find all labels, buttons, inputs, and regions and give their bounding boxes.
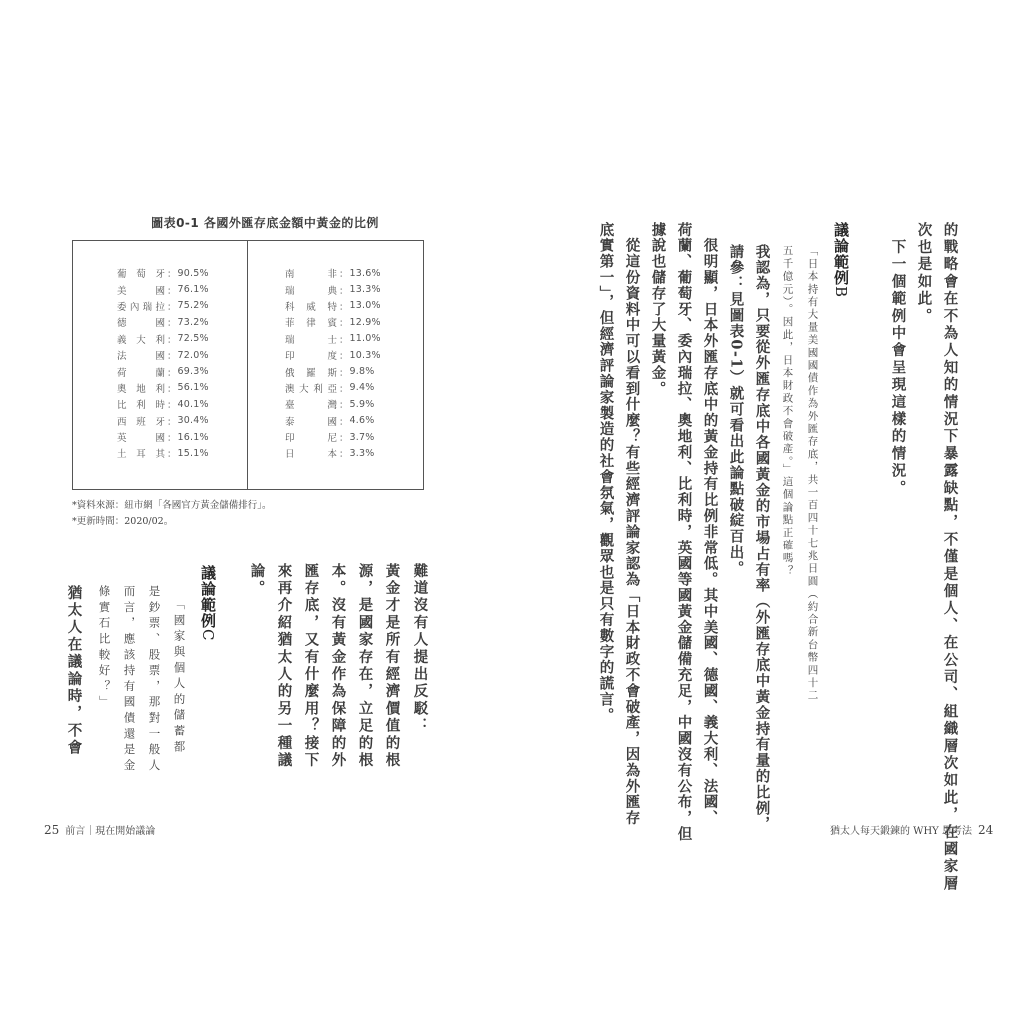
table-row: 俄羅斯 ： 9.8% [285, 366, 375, 379]
body-text-column: 荷蘭、葡萄牙、委內瑞拉、奧地利、比利時，英國等國黃金儲備充足，中國沒有公布，但 [675, 222, 693, 843]
body-text-column: 很明顯，日本外匯存底中的黃金持有比例非常低。其中美國、德國、義大利、法國、 [701, 222, 719, 827]
country-name: 美國 [117, 285, 165, 297]
table-row: 土耳其 ： 15.1% [117, 447, 209, 461]
body-text-column: 匯存底，又有什麼用？接下 [302, 563, 320, 770]
quote-column: 條實石比較好？」 [97, 585, 112, 712]
gold-percent: 3.3% [349, 447, 375, 459]
country-name: 西班牙 [117, 416, 165, 428]
country-name: 澳大利亞 [285, 383, 337, 395]
table-row: 荷蘭 ： 69.3% [117, 366, 209, 379]
country-name: 日本 [285, 449, 337, 461]
table-row: 印尼 ： 3.7% [285, 431, 375, 445]
gold-percent: 69.3% [177, 366, 209, 378]
gold-percent: 11.0% [349, 333, 381, 345]
country-name: 德國 [117, 318, 165, 330]
update-note: *更新時間：2020/02。 [72, 516, 174, 527]
quote-column: 而言，應該持有國債還是金 [122, 585, 137, 775]
body-text-column: 據說也儲存了大量黃金。 [649, 222, 667, 397]
body-text-column: 我認為，只要從外匯存底中各國黃金的市場占有率（外匯存底中黃金持有量的比例， [753, 244, 771, 833]
running-header: 前言｜現在開始議論 [65, 826, 156, 837]
table-row: 澳大利亞 ： 9.4% [285, 382, 375, 395]
gold-ratio-table [72, 240, 424, 490]
table-row: 德國 ： 73.2% [117, 316, 209, 330]
country-name: 英國 [117, 433, 165, 445]
body-text-column: 猶太人在議論時，不會 [65, 585, 83, 757]
table-row: 比利時 ： 40.1% [117, 398, 209, 412]
gold-percent: 13.6% [349, 267, 381, 279]
table-row: 科威特 ： 13.0% [285, 300, 381, 313]
heading-letter: B [832, 286, 850, 299]
gold-percent: 40.1% [177, 398, 209, 410]
gold-percent: 5.9% [349, 398, 375, 410]
table-row: 菲律賓 ： 12.9% [285, 316, 381, 330]
right-page [512, 0, 1024, 1024]
table-row: 西班牙 ： 30.4% [117, 415, 209, 428]
quote-column: 「國家與個人的儲蓄都 [172, 598, 187, 756]
body-text-column: 的戰略會在不為人知的情況下暴露缺點，不僅是個人、在公司、組織層次如此，在國家層 [941, 222, 959, 893]
table-row: 日本 ： 3.3% [285, 447, 375, 461]
body-text-column: 次也是如此。 [915, 222, 933, 326]
gold-percent: 9.8% [349, 366, 375, 378]
table-row: 奧地利 ： 56.1% [117, 382, 209, 395]
country-name: 印尼 [285, 433, 337, 445]
left-page-folio [38, 822, 155, 837]
gold-percent: 90.5% [177, 267, 209, 279]
gold-percent: 73.2% [177, 316, 209, 328]
table-row: 印度 ： 10.3% [285, 349, 381, 363]
gold-percent: 12.9% [349, 316, 381, 328]
table-row: 瑞典 ： 13.3% [285, 284, 381, 297]
country-name: 泰國 [285, 416, 337, 428]
body-text-column: 黃金才是所有經濟價值的根 [383, 563, 401, 770]
section-heading [200, 565, 215, 641]
table-row: 義大利 ： 72.5% [117, 333, 209, 346]
gold-percent: 15.1% [177, 447, 209, 459]
country-name: 南非 [285, 269, 337, 281]
table-row: 南非 ： 13.6% [285, 267, 381, 281]
table-divider [247, 241, 248, 489]
table-row: 泰國 ： 4.6% [285, 415, 375, 428]
quote-column: 五千億元）。因此，日本財政不會破產。」這個論點正確嗎？ [781, 245, 794, 578]
country-name: 瑞典 [285, 285, 337, 297]
body-text-column: 來再介紹猶太人的另一種議 [275, 563, 293, 770]
table-row: 美國 ： 76.1% [117, 284, 209, 297]
gold-percent: 30.4% [177, 415, 209, 427]
country-name: 臺灣 [285, 400, 337, 412]
country-name: 委內瑞拉 [117, 301, 165, 313]
body-text-column: 下一個範例中會呈現這樣的情況。 [889, 222, 907, 498]
gold-percent: 75.2% [177, 300, 209, 312]
country-name: 俄羅斯 [285, 367, 337, 379]
table-right-column [285, 265, 381, 462]
body-text-column: 從這份資料中可以看到什麼？有些經濟評論家認為「日本財政不會破產，因為外匯存 [623, 222, 641, 827]
table-row: 法國 ： 72.0% [117, 349, 209, 363]
heading-letter: C [199, 629, 217, 642]
country-name: 比利時 [117, 400, 165, 412]
gold-percent: 4.6% [349, 415, 375, 427]
table-row: 委內瑞拉 ： 75.2% [117, 300, 209, 313]
table-row: 英國 ： 16.1% [117, 431, 209, 445]
gold-percent: 16.1% [177, 431, 209, 443]
source-note: *資料來源：紐市網「各國官方黃金儲備排行」。 [72, 500, 272, 511]
heading-label: 議論範例 [832, 222, 850, 286]
gold-percent: 10.3% [349, 349, 381, 361]
body-text-column: 難道沒有人提出反駁： [411, 563, 429, 735]
country-name: 荷蘭 [117, 367, 165, 379]
body-text-column: 論。 [248, 563, 266, 598]
country-name: 科威特 [285, 301, 337, 313]
body-text-column: 底實第一」，但經濟評論家製造的社會氛氣，觀眾也是只有數字的謊言。 [597, 222, 615, 724]
gold-percent: 13.0% [349, 300, 381, 312]
gold-percent: 76.1% [177, 284, 209, 296]
figure-title: 圖表0-1 各國外匯存底金額中黃金的比例 [151, 216, 379, 230]
country-name: 法國 [117, 351, 165, 363]
table-row: 瑞士 ： 11.0% [285, 333, 381, 346]
running-header: 猶太人每天鍛鍊的 WHY 思考法 [830, 826, 972, 837]
section-heading [833, 222, 848, 298]
body-text-column: 請參：見圖表0-1）就可看出此論點破綻百出。 [727, 244, 745, 577]
gold-percent: 9.4% [349, 382, 375, 394]
page-number: 25 [44, 823, 60, 837]
country-name: 印度 [285, 351, 337, 363]
heading-label: 議論範例 [199, 565, 217, 629]
country-name: 義大利 [117, 334, 165, 346]
right-page-folio [830, 822, 999, 837]
quote-column: 是鈔票、股票，那對一般人 [147, 585, 162, 775]
table-left-column [117, 265, 209, 462]
country-name: 菲律賓 [285, 318, 337, 330]
gold-percent: 72.5% [177, 333, 209, 345]
body-text-column: 本。沒有黃金作為保障的外 [329, 563, 347, 770]
country-name: 葡萄牙 [117, 269, 165, 281]
country-name: 瑞士 [285, 334, 337, 346]
gold-percent: 56.1% [177, 382, 209, 394]
gold-percent: 3.7% [349, 431, 375, 443]
gold-percent: 72.0% [177, 349, 209, 361]
table-row: 葡萄牙 ： 90.5% [117, 267, 209, 281]
gold-percent: 13.3% [349, 284, 381, 296]
page-number: 24 [977, 823, 994, 837]
table-row: 臺灣 ： 5.9% [285, 398, 375, 412]
quote-column: 「日本持有大量美國國債作為外匯存底，共一百四十七兆日圓（約合新台幣四十二 [806, 245, 819, 703]
body-text-column: 源，是國家存在，立足的根 [356, 563, 374, 770]
table-notes [72, 498, 272, 530]
country-name: 奧地利 [117, 383, 165, 395]
country-name: 土耳其 [117, 449, 165, 461]
